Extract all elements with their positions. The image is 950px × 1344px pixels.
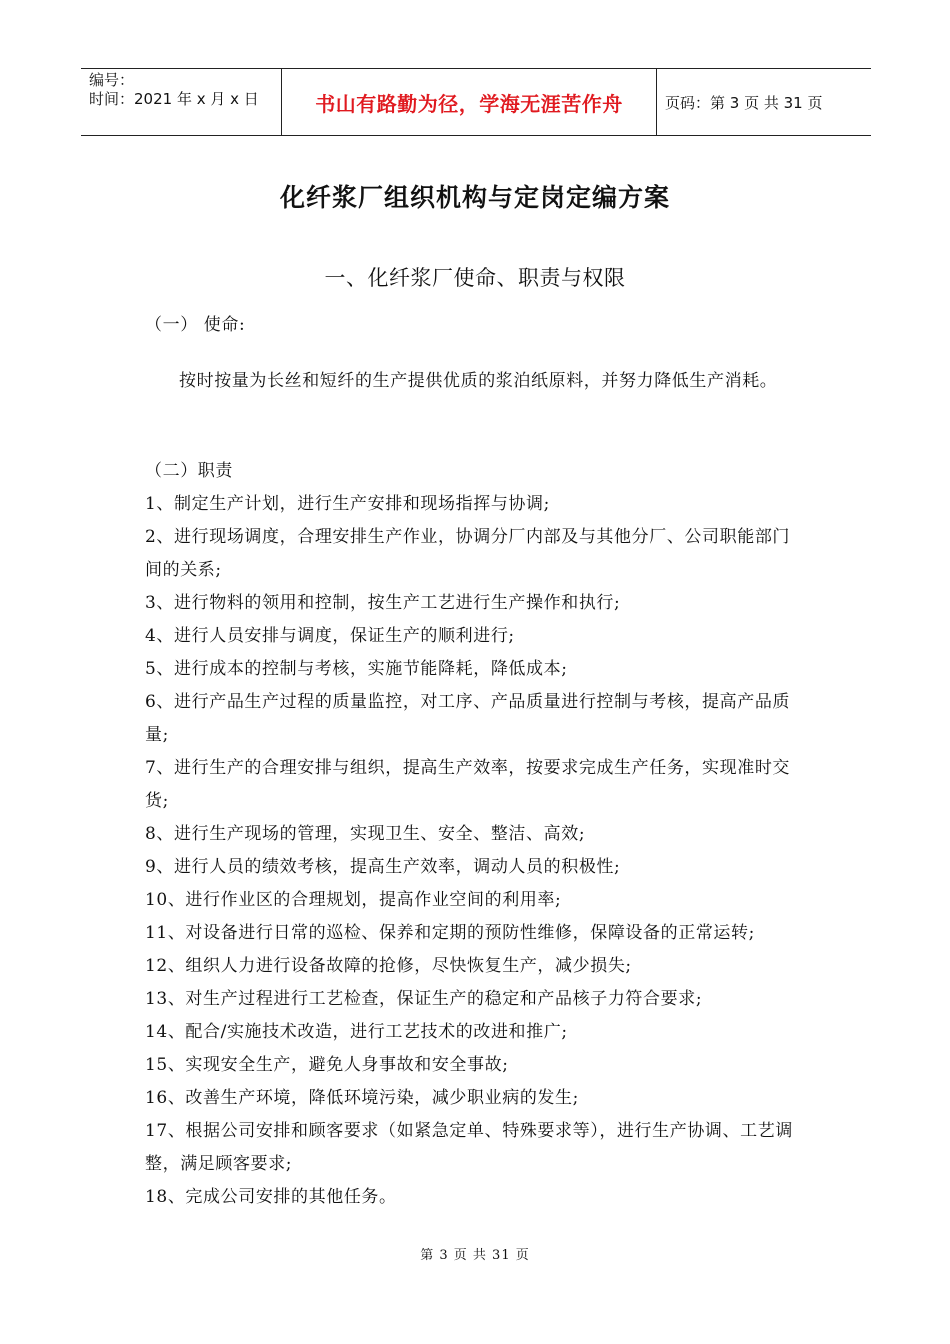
- duty-item: 15、实现安全生产，避免人身事故和安全事故;: [145, 1055, 509, 1075]
- duty-item: 10、进行作业区的合理规划，提高作业空间的利用率;: [145, 890, 562, 910]
- mission-label: （一） 使命:: [145, 315, 246, 335]
- duties-list: [145, 488, 805, 1214]
- header-page-cell: [657, 69, 871, 135]
- header-slogan: 书山有路勤为径，学海无涯苦作舟: [315, 91, 623, 116]
- header-table: [81, 68, 871, 136]
- duty-item: 2、进行现场调度，合理安排生产作业，协调分厂内部及与其他分厂、公司职能部门间的关系;: [145, 527, 791, 580]
- section-title: 一、化纤浆厂使命、职责与权限: [324, 266, 626, 290]
- document-number-label: 编号：: [89, 71, 135, 89]
- duty-item: 12、组织人力进行设备故障的抢修，尽快恢复生产，减少损失;: [145, 956, 632, 976]
- duty-item: 4、进行人员安排与调度，保证生产的顺利进行;: [145, 626, 515, 646]
- duty-item: 9、进行人员的绩效考核，提高生产效率，调动人员的积极性;: [145, 857, 621, 877]
- duty-item: 18、完成公司安排的其他任务。: [145, 1187, 397, 1207]
- duty-item: 16、改善生产环境，降低环境污染，减少职业病的发生;: [145, 1088, 579, 1108]
- duty-item: 1、制定生产计划，进行生产安排和现场指挥与协调;: [145, 494, 550, 514]
- header-page-info: 页码：第 3 页 共 31 页: [665, 93, 823, 112]
- duty-item: 8、进行生产现场的管理，实现卫生、安全、整洁、高效;: [145, 824, 586, 844]
- header-slogan-cell: [282, 69, 657, 135]
- footer-page-number: 第 3 页 共 31 页: [420, 1248, 530, 1263]
- duty-item: 3、进行物料的领用和控制，按生产工艺进行生产操作和执行;: [145, 593, 621, 613]
- duty-item: 17、根据公司安排和顾客要求（如紧急定单、特殊要求等），进行生产协调、工艺调整，满足顾客要求;: [145, 1121, 793, 1174]
- duty-item: 11、对设备进行日常的巡检、保养和定期的预防性维修，保障设备的正常运转;: [145, 923, 755, 943]
- duty-item: 14、配合/实施技术改造，进行工艺技术的改进和推广;: [145, 1022, 568, 1042]
- duty-item: 7、进行生产的合理安排与组织，提高生产效率，按要求完成生产任务，实现准时交货;: [145, 758, 791, 811]
- document-title: 化纤浆厂组织机构与定岗定编方案: [279, 183, 670, 212]
- mission-text: 按时按量为长丝和短纤的生产提供优质的浆泊纸原料，并努力降低生产消耗。: [179, 371, 778, 391]
- duty-item: 6、进行产品生产过程的质量监控，对工序、产品质量进行控制与考核，提高产品质量;: [145, 692, 791, 745]
- header-meta-cell: [81, 69, 282, 135]
- duties-label: （二）职责: [145, 461, 233, 481]
- duty-item: 5、进行成本的控制与考核，实施节能降耗，降低成本;: [145, 659, 568, 679]
- duty-item: 13、对生产过程进行工艺检查，保证生产的稳定和产品核子力符合要求;: [145, 989, 703, 1009]
- document-date: 时间：2021 年 x 月 x 日: [89, 90, 259, 108]
